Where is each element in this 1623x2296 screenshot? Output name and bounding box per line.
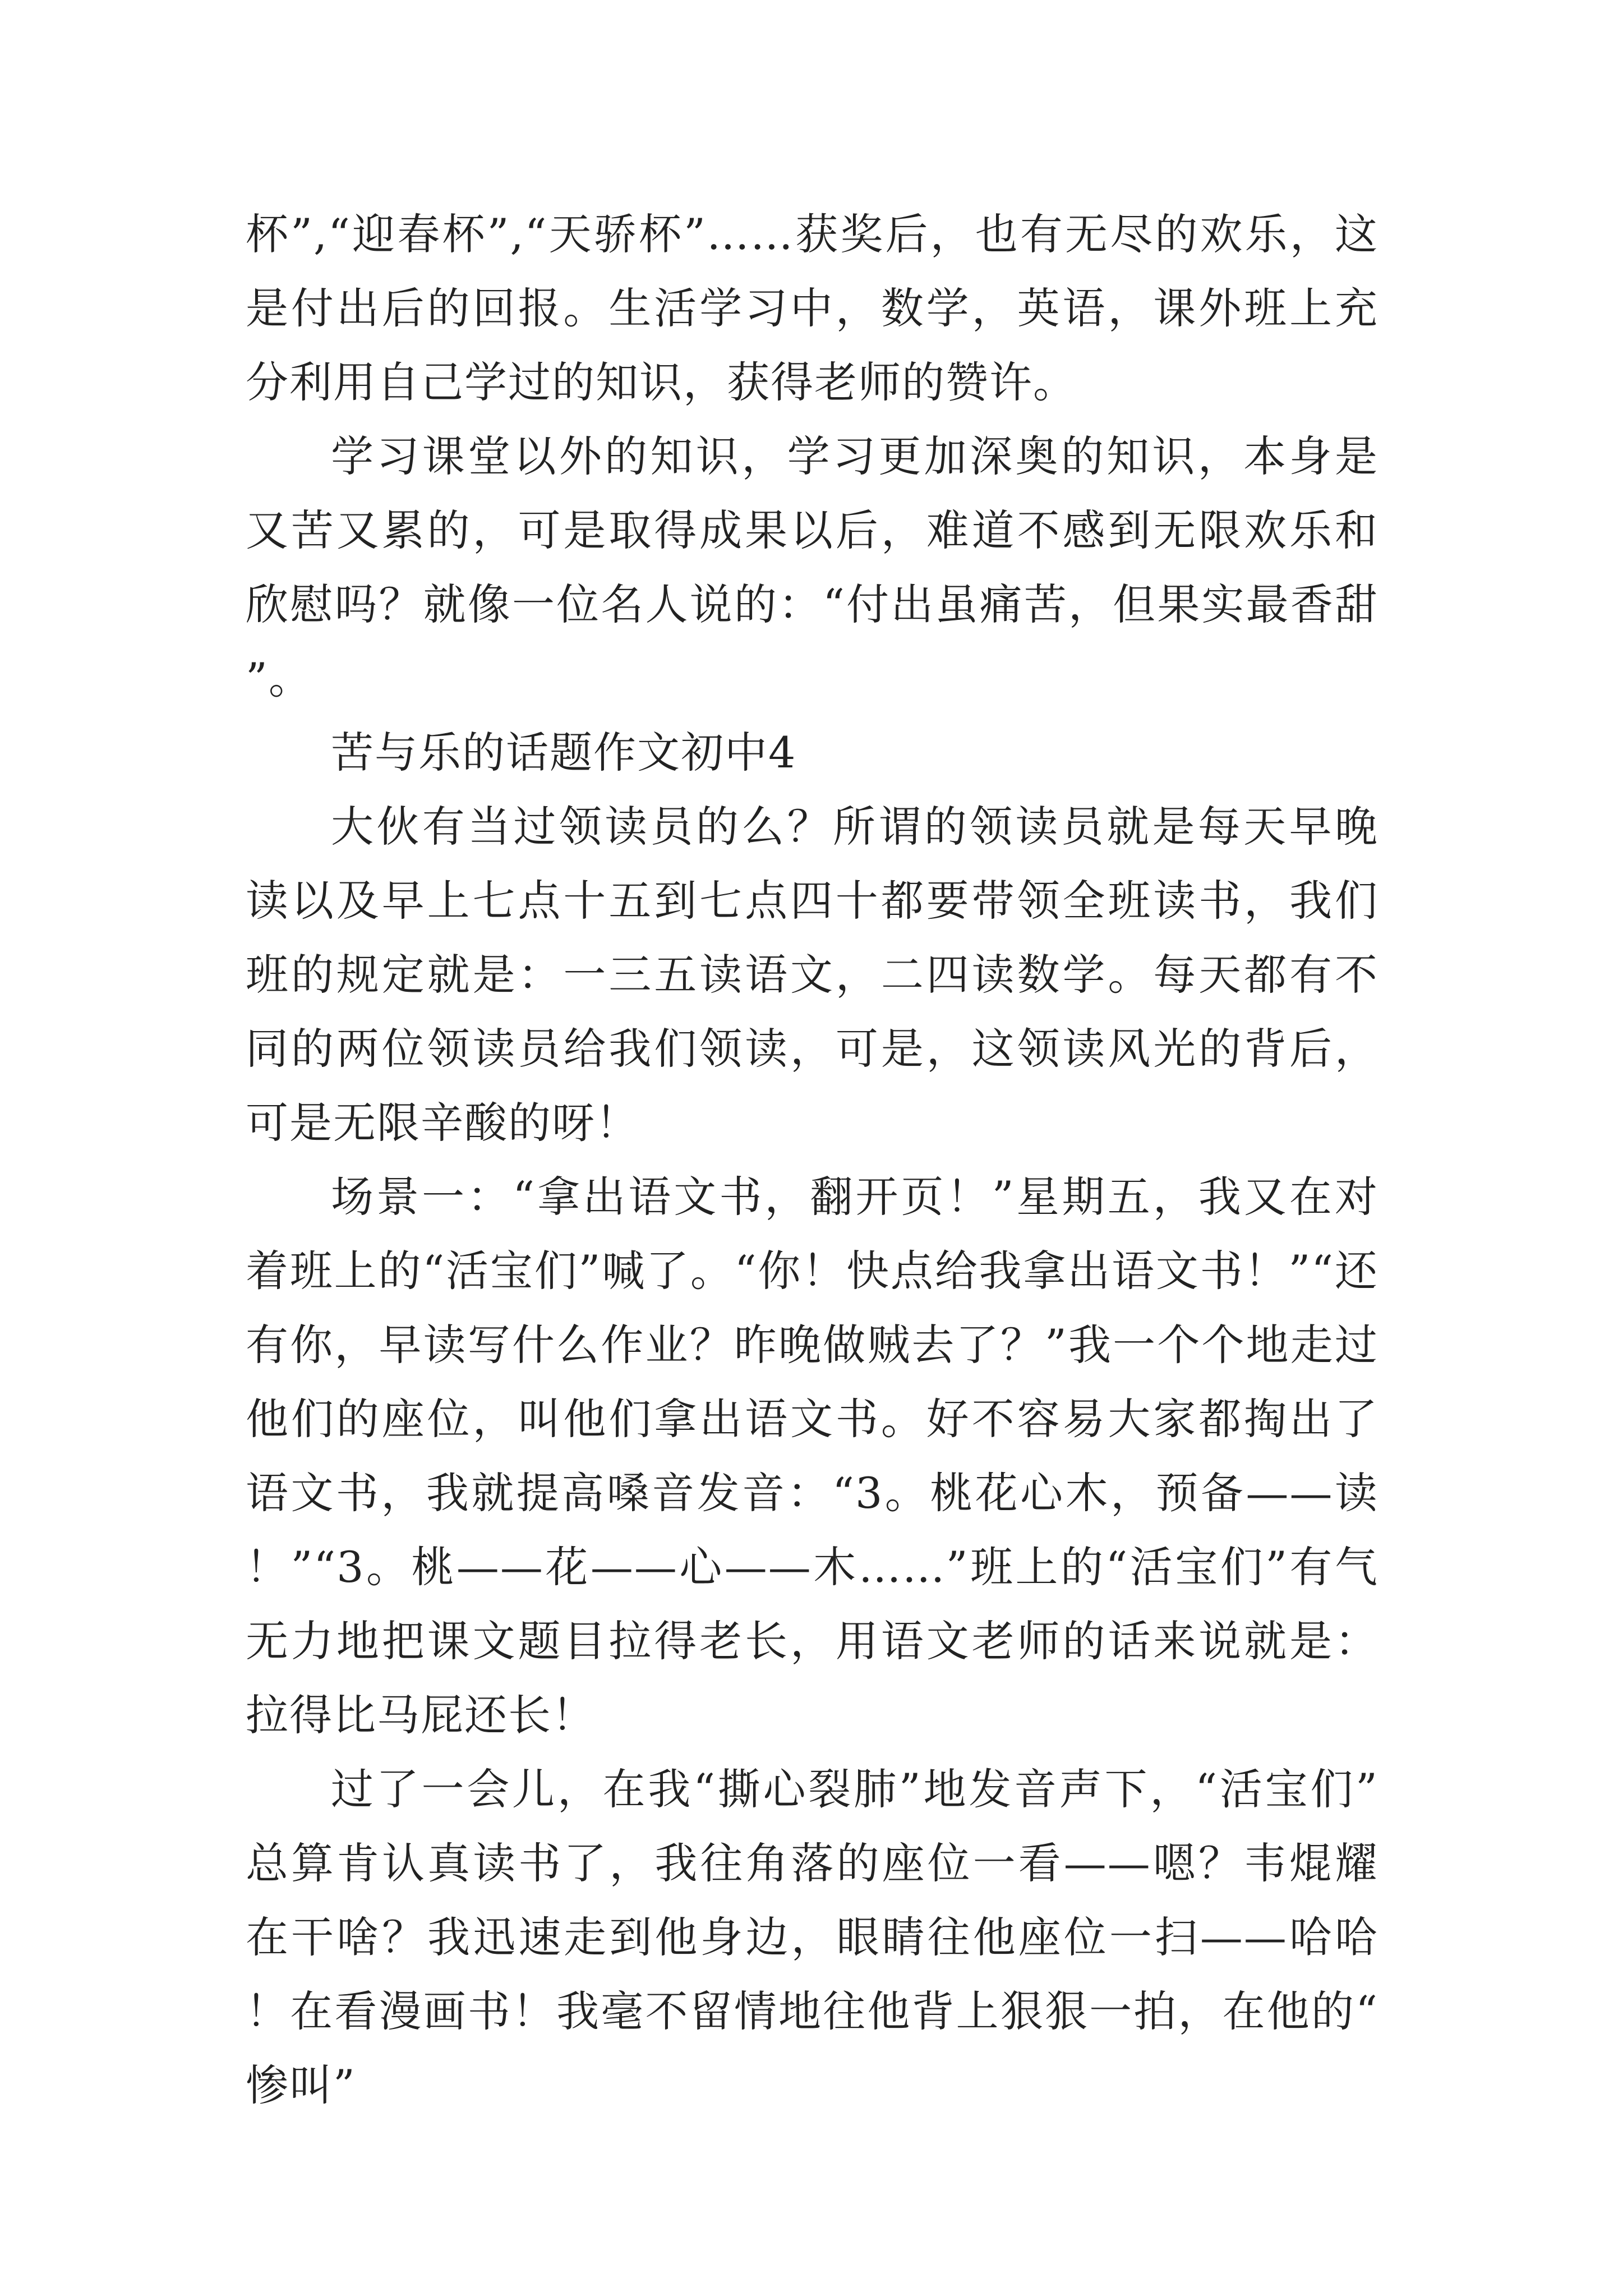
paragraph-3: 大伙有当过领读员的么？所谓的领读员就是每天早晚读以及早上七点十五到七点四十都要带领全班读书，我们班的规定就是：一三五读语文，二四读数学。每天都有不同的两位领读员给我们领读，可是，这领读风光的背后，可是无限辛酸的呀！ [246,802,1378,1148]
article-body [246,197,1378,2123]
section-heading: 苦与乐的话题作文初中4 [331,728,797,777]
paragraph-1: 杯”,“迎春杯”,“天骄杯”……获奖后，也有无尽的欢乐，这是付出后的回报。生活学习中，数学，英语，课外班上充分利用自己学过的知识，获得老师的赞许。 [246,209,1378,407]
paragraph-4: 场景一：“拿出语文书，翻开页！”星期五，我又在对着班上的“活宝们”喊了。“你！快点给我拿出语文书！”“还有你，早读写什么作业？昨晚做贼去了？”我一个个地走过他们的座位，叫他们拿出语文书。好不容易大家都掏出了语文书，我就提高嗓音发音：“3。桃花心木，预备——读！”“3。桃——花——心——木……”班上的“活宝们”有气无力地把课文题目拉得老长，用语文老师的话来说就是：拉得比马屁还长！ [246,1172,1378,1740]
paragraph-2: 学习课堂以外的知识，学习更加深奥的知识，本身是又苦又累的，可是取得成果以后，难道不感到无限欢乐和欣慰吗？就像一位名人说的：“付出虽痛苦，但果实最香甜”。 [246,431,1378,703]
paragraph-5: 过了一会儿，在我“撕心裂肺”地发音声下，“活宝们”总算肯认真读书了，我往角落的座位一看——嗯？韦焜耀在干啥？我迅速走到他身边，眼睛往他座位一扫——哈哈！在看漫画书！我毫不留情地往他背上狠狠一拍，在他的“惨叫” [246,1764,1378,2110]
